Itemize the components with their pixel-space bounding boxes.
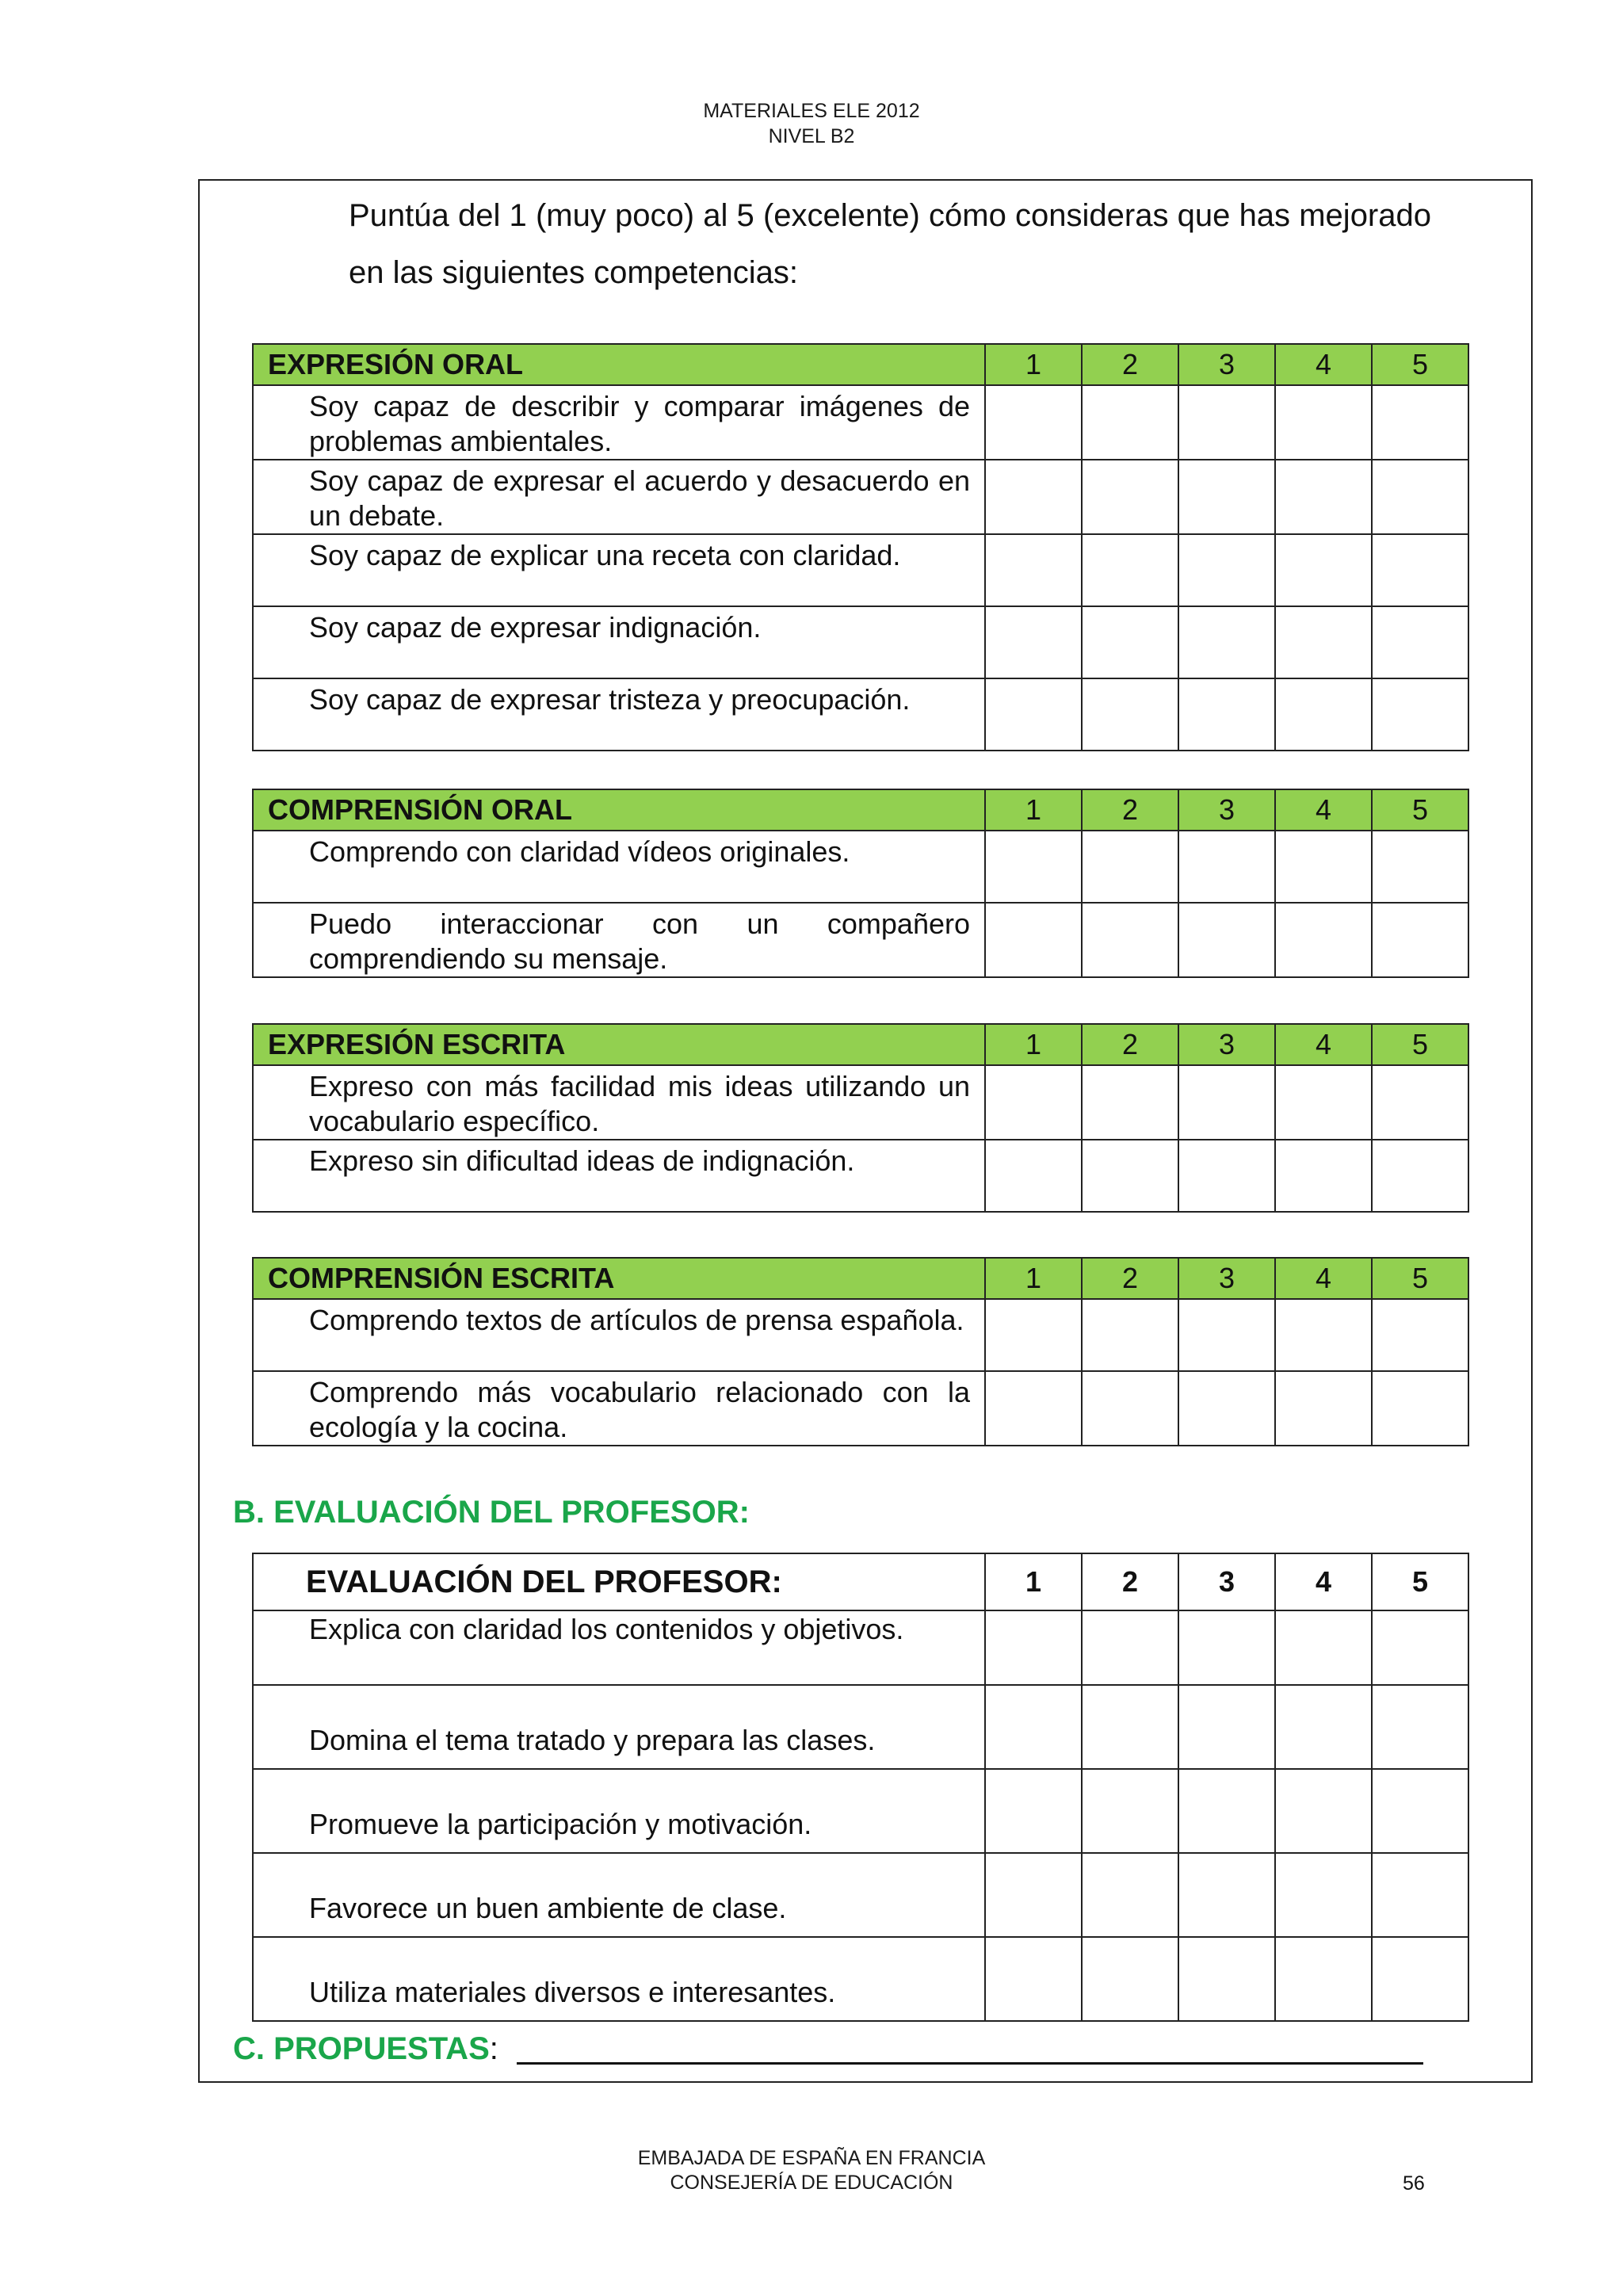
- rating-cell-4[interactable]: [1275, 1685, 1372, 1769]
- rating-cell-5[interactable]: [1372, 1853, 1468, 1937]
- scale-5: 5: [1372, 1024, 1468, 1065]
- rating-cell-3[interactable]: [1178, 831, 1275, 903]
- rating-cell-3[interactable]: [1178, 1610, 1275, 1685]
- section-c-heading: C. PROPUESTAS: [233, 2031, 490, 2066]
- rating-cell-4[interactable]: [1275, 678, 1372, 751]
- table-row: [253, 1140, 1468, 1212]
- competency-label: Puedo interaccionar con un compañero comprendiendo su mensaje.: [253, 903, 985, 977]
- rating-cell-2[interactable]: [1082, 1140, 1178, 1212]
- scale-5: 5: [1372, 1553, 1468, 1610]
- page-number: 56: [1403, 2172, 1425, 2195]
- rating-cell-5[interactable]: [1372, 1937, 1468, 2021]
- rating-cell-4[interactable]: [1275, 460, 1372, 534]
- rating-cell-2[interactable]: [1082, 1685, 1178, 1769]
- scale-4: 4: [1275, 789, 1372, 831]
- criterion-label: Utiliza materiales diversos e interesantes.: [253, 1937, 985, 2021]
- scale-3: 3: [1178, 1258, 1275, 1299]
- intro-instructions: Puntúa del 1 (muy poco) al 5 (excelente) cómo consideras que has mejorado en las siguientes competencias:: [349, 198, 1431, 290]
- scale-5: 5: [1372, 344, 1468, 385]
- scale-3: 3: [1178, 789, 1275, 831]
- competency-label: Comprendo más vocabulario relacionado con la ecología y la cocina.: [253, 1371, 985, 1446]
- rating-cell-5[interactable]: [1372, 1610, 1468, 1685]
- rating-cell-1[interactable]: [985, 460, 1082, 534]
- rating-cell-1[interactable]: [985, 1299, 1082, 1371]
- rating-cell-1[interactable]: [985, 1853, 1082, 1937]
- rating-cell-1[interactable]: [985, 1140, 1082, 1212]
- propuestas-answer-line[interactable]: [517, 2062, 1423, 2065]
- rating-cell-2[interactable]: [1082, 606, 1178, 678]
- table-header-row: [253, 344, 1468, 385]
- rating-cell-1[interactable]: [985, 606, 1082, 678]
- rating-cell-3[interactable]: [1178, 385, 1275, 460]
- rating-cell-3[interactable]: [1178, 1065, 1275, 1140]
- competency-label: Expreso sin dificultad ideas de indignación.: [253, 1140, 985, 1212]
- rating-cell-2[interactable]: [1082, 1769, 1178, 1853]
- rating-cell-4[interactable]: [1275, 1140, 1372, 1212]
- rating-cell-4[interactable]: [1275, 1610, 1372, 1685]
- competency-label: Comprendo textos de artículos de prensa española.: [253, 1299, 985, 1371]
- competency-label: Soy capaz de expresar indignación.: [253, 606, 985, 678]
- table-evaluacion-profesor: [252, 1553, 1469, 2022]
- rating-cell-3[interactable]: [1178, 678, 1275, 751]
- rating-cell-3[interactable]: [1178, 1853, 1275, 1937]
- table-row: [253, 1769, 1468, 1853]
- table-row: [253, 1937, 1468, 2021]
- rating-cell-2[interactable]: [1082, 1065, 1178, 1140]
- table-row: [253, 1065, 1468, 1140]
- scale-5: 5: [1372, 789, 1468, 831]
- rating-cell-4[interactable]: [1275, 385, 1372, 460]
- scale-2: 2: [1082, 344, 1178, 385]
- rating-cell-5[interactable]: [1372, 606, 1468, 678]
- rating-cell-4[interactable]: [1275, 606, 1372, 678]
- criterion-label: Explica con claridad los contenidos y objetivos.: [253, 1610, 985, 1685]
- rating-cell-1[interactable]: [985, 903, 1082, 977]
- scale-4: 4: [1275, 1024, 1372, 1065]
- rating-cell-5[interactable]: [1372, 831, 1468, 903]
- competency-label: Soy capaz de expresar el acuerdo y desacuerdo en un debate.: [253, 460, 985, 534]
- rating-cell-1[interactable]: [985, 1685, 1082, 1769]
- rating-cell-2[interactable]: [1082, 1299, 1178, 1371]
- competency-label: Soy capaz de describir y comparar imágenes de problemas ambientales.: [253, 385, 985, 460]
- table-comprension-oral: [252, 789, 1469, 978]
- scale-4: 4: [1275, 344, 1372, 385]
- scale-1: 1: [985, 344, 1082, 385]
- table-row: [253, 534, 1468, 606]
- table-row: [253, 460, 1468, 534]
- scale-3: 3: [1178, 1024, 1275, 1065]
- rating-cell-4[interactable]: [1275, 534, 1372, 606]
- table-row: [253, 678, 1468, 751]
- table-expresion-oral: [252, 343, 1469, 751]
- table-comprension-escrita: [252, 1257, 1469, 1446]
- rating-cell-4[interactable]: [1275, 1371, 1372, 1446]
- table-title: EVALUACIÓN DEL PROFESOR:: [253, 1553, 985, 1610]
- scale-1: 1: [985, 1258, 1082, 1299]
- section-c: [233, 2029, 498, 2069]
- competency-label: Comprendo con claridad vídeos originales.: [253, 831, 985, 903]
- rating-cell-5[interactable]: [1372, 460, 1468, 534]
- rating-cell-1[interactable]: [985, 678, 1082, 751]
- header-title: MATERIALES ELE 2012: [703, 100, 920, 122]
- rating-cell-4[interactable]: [1275, 903, 1372, 977]
- scale-2: 2: [1082, 789, 1178, 831]
- rating-cell-3[interactable]: [1178, 1685, 1275, 1769]
- table-expresion-escrita: [252, 1023, 1469, 1213]
- table-row: [253, 385, 1468, 460]
- table-row: [253, 1685, 1468, 1769]
- table-row: [253, 606, 1468, 678]
- rating-cell-1[interactable]: [985, 1610, 1082, 1685]
- rating-cell-5[interactable]: [1372, 1769, 1468, 1853]
- rating-cell-5[interactable]: [1372, 678, 1468, 751]
- rating-cell-5[interactable]: [1372, 903, 1468, 977]
- scale-3: 3: [1178, 1553, 1275, 1610]
- rating-cell-4[interactable]: [1275, 1065, 1372, 1140]
- rating-cell-1[interactable]: [985, 831, 1082, 903]
- criterion-label: Domina el tema tratado y prepara las clases.: [253, 1685, 985, 1769]
- rating-cell-5[interactable]: [1372, 1065, 1468, 1140]
- rating-cell-2[interactable]: [1082, 460, 1178, 534]
- rating-cell-4[interactable]: [1275, 1937, 1372, 2021]
- table-title: COMPRENSIÓN ORAL: [253, 789, 985, 831]
- rating-cell-5[interactable]: [1372, 534, 1468, 606]
- rating-cell-1[interactable]: [985, 534, 1082, 606]
- page-header: [0, 98, 1623, 149]
- rating-cell-2[interactable]: [1082, 1937, 1178, 2021]
- rating-cell-1[interactable]: [985, 1769, 1082, 1853]
- competency-label: Soy capaz de expresar tristeza y preocupación.: [253, 678, 985, 751]
- rating-cell-5[interactable]: [1372, 1140, 1468, 1212]
- rating-cell-5[interactable]: [1372, 1299, 1468, 1371]
- rating-cell-3[interactable]: [1178, 1937, 1275, 2021]
- rating-cell-3[interactable]: [1178, 534, 1275, 606]
- rating-cell-2[interactable]: [1082, 678, 1178, 751]
- table-row: [253, 1371, 1468, 1446]
- table-header-row: [253, 789, 1468, 831]
- rating-cell-3[interactable]: [1178, 1769, 1275, 1853]
- rating-cell-3[interactable]: [1178, 1299, 1275, 1371]
- rating-cell-2[interactable]: [1082, 534, 1178, 606]
- scale-5: 5: [1372, 1258, 1468, 1299]
- scale-2: 2: [1082, 1024, 1178, 1065]
- table-row: [253, 903, 1468, 977]
- rating-cell-4[interactable]: [1275, 1769, 1372, 1853]
- rating-cell-1[interactable]: [985, 385, 1082, 460]
- rating-cell-2[interactable]: [1082, 1853, 1178, 1937]
- table-row: [253, 1299, 1468, 1371]
- scale-2: 2: [1082, 1553, 1178, 1610]
- table-title: EXPRESIÓN ORAL: [253, 344, 985, 385]
- rating-cell-1[interactable]: [985, 1937, 1082, 2021]
- rating-cell-3[interactable]: [1178, 460, 1275, 534]
- rating-cell-4[interactable]: [1275, 1299, 1372, 1371]
- footer-department: CONSEJERÍA DE EDUCACIÓN: [670, 2172, 953, 2194]
- page-footer: [0, 2146, 1623, 2195]
- rating-cell-5[interactable]: [1372, 1685, 1468, 1769]
- competency-label: Expreso con más facilidad mis ideas utilizando un vocabulario específico.: [253, 1065, 985, 1140]
- rating-cell-1[interactable]: [985, 1065, 1082, 1140]
- rating-cell-5[interactable]: [1372, 1371, 1468, 1446]
- section-b-heading: B. EVALUACIÓN DEL PROFESOR:: [233, 1495, 750, 1530]
- rating-cell-2[interactable]: [1082, 1371, 1178, 1446]
- table-row: [253, 1853, 1468, 1937]
- rating-cell-3[interactable]: [1178, 1371, 1275, 1446]
- table-header-row: [253, 1258, 1468, 1299]
- scale-4: 4: [1275, 1258, 1372, 1299]
- table-header-row: [253, 1553, 1468, 1610]
- footer-embassy: EMBAJADA DE ESPAÑA EN FRANCIA: [637, 2147, 986, 2169]
- section-c-colon: :: [489, 2031, 498, 2066]
- rating-cell-3[interactable]: [1178, 606, 1275, 678]
- table-row: [253, 1610, 1468, 1685]
- rating-cell-5[interactable]: [1372, 385, 1468, 460]
- table-title: COMPRENSIÓN ESCRITA: [253, 1258, 985, 1299]
- rating-cell-1[interactable]: [985, 1371, 1082, 1446]
- rating-cell-4[interactable]: [1275, 831, 1372, 903]
- rating-cell-2[interactable]: [1082, 903, 1178, 977]
- scale-1: 1: [985, 1024, 1082, 1065]
- criterion-label: Promueve la participación y motivación.: [253, 1769, 985, 1853]
- competency-label: Soy capaz de explicar una receta con claridad.: [253, 534, 985, 606]
- scale-4: 4: [1275, 1553, 1372, 1610]
- rating-cell-2[interactable]: [1082, 385, 1178, 460]
- rating-cell-4[interactable]: [1275, 1853, 1372, 1937]
- rating-cell-3[interactable]: [1178, 903, 1275, 977]
- scale-1: 1: [985, 789, 1082, 831]
- table-row: [253, 831, 1468, 903]
- scale-3: 3: [1178, 344, 1275, 385]
- scale-2: 2: [1082, 1258, 1178, 1299]
- rating-cell-2[interactable]: [1082, 831, 1178, 903]
- criterion-label: Favorece un buen ambiente de clase.: [253, 1853, 985, 1937]
- header-level: NIVEL B2: [768, 125, 855, 147]
- rating-cell-2[interactable]: [1082, 1610, 1178, 1685]
- scale-1: 1: [985, 1553, 1082, 1610]
- table-title: EXPRESIÓN ESCRITA: [253, 1024, 985, 1065]
- table-header-row: [253, 1024, 1468, 1065]
- rating-cell-3[interactable]: [1178, 1140, 1275, 1212]
